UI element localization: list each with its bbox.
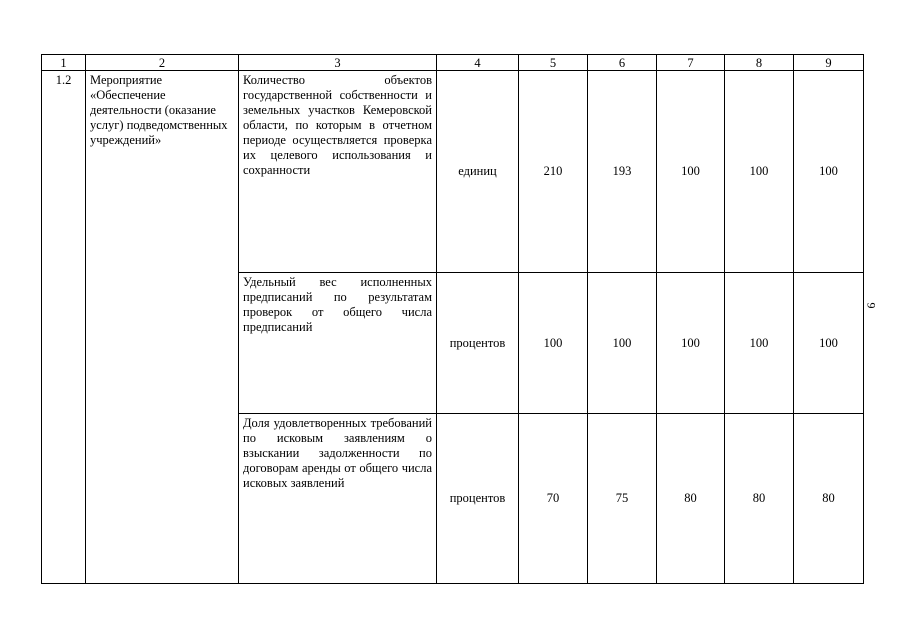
value-cell: 100 <box>725 273 794 414</box>
event-name: Мероприятие «Обеспечение деятельности (оказание услуг) подведомственных учреждений» <box>86 71 239 584</box>
header-col-2: 2 <box>86 55 239 71</box>
unit-cell: процентов <box>437 414 519 584</box>
header-row <box>42 55 864 71</box>
header-col-6: 6 <box>588 55 657 71</box>
value-cell: 80 <box>725 414 794 584</box>
table-row <box>42 71 864 273</box>
indicator-name: Доля удовлетворенных требований по исковым заявлениям о взыскании задолженности по договорам аренды от общего числа исковых заявлений <box>239 414 437 584</box>
value-cell: 210 <box>519 71 588 273</box>
header-col-4: 4 <box>437 55 519 71</box>
value-cell: 100 <box>725 71 794 273</box>
indicator-name: Количество объектов государственной собственности и земельных участков Кемеровской области, по которым в отчетном периоде осуществляется проверка их целевого использования и сохранности <box>239 71 437 273</box>
value-cell: 100 <box>657 71 725 273</box>
unit-cell: единиц <box>437 71 519 273</box>
value-cell: 100 <box>794 71 864 273</box>
value-cell: 193 <box>588 71 657 273</box>
value-cell: 75 <box>588 414 657 584</box>
header-col-7: 7 <box>657 55 725 71</box>
value-cell: 100 <box>794 273 864 414</box>
value-cell: 70 <box>519 414 588 584</box>
value-cell: 100 <box>657 273 725 414</box>
value-cell: 80 <box>794 414 864 584</box>
value-cell: 80 <box>657 414 725 584</box>
page-number: 9 <box>864 302 879 309</box>
indicator-name: Удельный вес исполненных предписаний по результатам проверок от общего числа предписаний <box>239 273 437 414</box>
header-col-1: 1 <box>42 55 86 71</box>
value-cell: 100 <box>588 273 657 414</box>
header-col-5: 5 <box>519 55 588 71</box>
unit-cell: процентов <box>437 273 519 414</box>
value-cell: 100 <box>519 273 588 414</box>
header-col-3: 3 <box>239 55 437 71</box>
header-col-8: 8 <box>725 55 794 71</box>
indicators-table <box>41 54 864 584</box>
row-number: 1.2 <box>42 71 86 584</box>
header-col-9: 9 <box>794 55 864 71</box>
